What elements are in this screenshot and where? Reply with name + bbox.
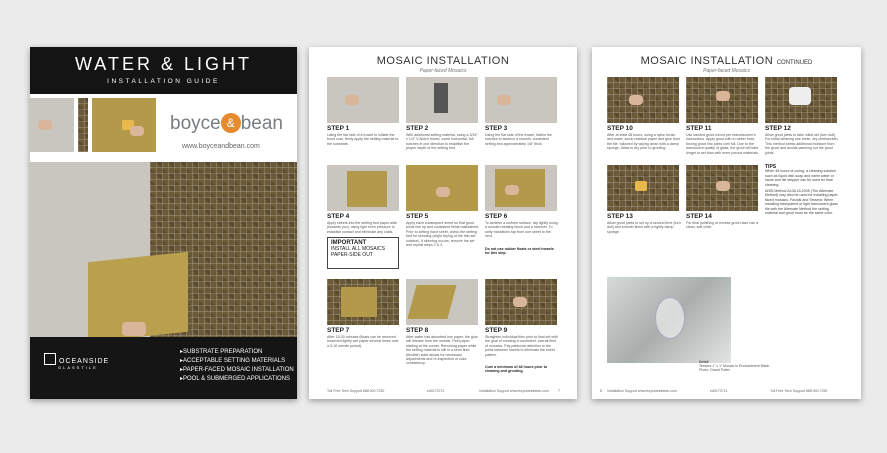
tip-item: ANSI Method A108.15-2005 (The Alternate Method) may also be used for installing paper-faced mosaics. Facials and Tessera: When installing transparent or light translucent glass tile with the Alternate Method the setting material and grout must be the same color. xyxy=(765,189,839,216)
step-label: STEP 3 xyxy=(485,125,508,132)
step-text: Using the flat side of the trowel, flatten the notches to achieve a smooth, consistent setting bed approximately 1/8" thick. xyxy=(485,133,552,146)
brand-url[interactable]: www.boyceandbean.com xyxy=(182,143,260,150)
step-text: Allow grout joints to take initial set (turn dull). For initial cleaning use clean, dry cheesecloth. This method seeks additional moisture from the grout and avoids washing out the grout joints. xyxy=(765,133,839,155)
step-photo xyxy=(485,279,557,325)
footer-left: Toll Free Tech Support 888.000.7250 xyxy=(327,389,385,393)
detail-photo xyxy=(607,277,731,363)
step-text: After at least 48 hours, using a nylon brush and water, scrub residual paper and glue from the tile, followed by wiping clean with a damp sponge. Allow to dry prior to grouting. xyxy=(607,133,681,151)
step-label: STEP 12 xyxy=(765,125,791,132)
cover-photo-sponge xyxy=(92,98,156,152)
brand-logo: boyce & bean xyxy=(170,113,283,134)
oceanside-logo: OCEANSIDE GLASSTILE xyxy=(44,353,109,370)
cover-header xyxy=(30,47,297,94)
cover-photo-trowel xyxy=(30,98,74,152)
oceanside-mark-icon xyxy=(44,353,56,365)
step-photo xyxy=(327,279,399,325)
step-text: Straighten individual tiles prior to final set with the goal of creating a consistent, overall field of mosaics. Pay particular attention to the joints between sheets to eliminate the sheet pattern. xyxy=(485,335,558,357)
tip-item: When 48 hours of curing, a cleaning solution such as liquid dish soap and warm water or stone and tile stripper can be used for final cleaning. xyxy=(765,169,836,187)
bullet-item: ▸ SUBSTRATE PREPARATION xyxy=(180,348,294,357)
step-label: STEP 4 xyxy=(327,213,350,220)
step-text: After 15-30 minutes (floats can be removed loosened lightly wet paper several times over a 5-10 minute period). xyxy=(327,335,399,348)
step-label: STEP 8 xyxy=(406,327,429,334)
footer-right: Installation Support www.boyceandbean.com xyxy=(479,389,549,393)
bullet-item: ▸ ACCEPTABLE SETTING MATERIALS xyxy=(180,357,294,366)
step-text: For final polishing of excess grout haze use a clean, soft cloth. xyxy=(686,221,759,230)
cover-bullet-list xyxy=(180,348,294,384)
step-photo xyxy=(485,165,557,211)
step-text: Use sanded grout mixed per manufacturer's instructions. Apply grout with a rubber float, forcing grout into joints until full. Due to the translucent quality of glass, the grout will take longer to set than with more porous materials. xyxy=(686,133,759,155)
page-subtitle: Paper-faced Mosaics xyxy=(419,68,467,74)
cover-main-photo xyxy=(30,162,297,338)
step-photo xyxy=(406,279,478,325)
page-number: 8 xyxy=(600,389,602,393)
bullet-item: ▸ PAPER-FACED MOSAIC INSTALLATION xyxy=(180,366,294,375)
step-label: STEP 2 xyxy=(406,125,429,132)
cover-page xyxy=(30,47,297,399)
step-photo xyxy=(686,165,758,211)
step-text: After water has absorbed into paper, the glue will release from the mosaic. Peel paper starting at the corner. Removing paper while the setting material is still in a semi-fluid (flexible) state allows for necessary adjustments and re-inspection of color consistency. xyxy=(406,335,478,366)
step-text: Apply sheets into the setting bed paper-side (towards you), using light even pressure to establish contact and eliminate any voids. xyxy=(327,221,397,234)
step-text: Allow grout joints to set up a second time (turn dull) and smooth finish with a lightly damp sponge. xyxy=(607,221,681,234)
step-text: Using the flat side of a trowel to initiate the bond coat, firmly apply the setting material to the substrate. xyxy=(327,133,399,146)
step-label: STEP 1 xyxy=(327,125,350,132)
step-photo xyxy=(607,165,679,211)
page-subtitle: Paper-faced Mosaics xyxy=(703,68,750,74)
footer-mid: ed0170721 xyxy=(427,389,445,393)
important-box xyxy=(327,237,399,269)
footer-mid: ed0170721 xyxy=(710,389,728,393)
step-photo xyxy=(765,77,837,123)
footer-left: Installation Support www.boyceandbean.com xyxy=(607,389,677,393)
page-title: MOSAIC INSTALLATION CONTINUED xyxy=(640,55,813,67)
important-title: IMPORTANT xyxy=(331,240,367,246)
bullet-item: ▸ POOL & SUBMERGED APPLICATIONS xyxy=(180,375,294,384)
step-label: STEP 7 xyxy=(327,327,350,334)
step-photo xyxy=(406,165,478,211)
step-photo xyxy=(327,77,399,123)
step-label: STEP 6 xyxy=(485,213,508,220)
step-photo xyxy=(485,77,557,123)
instructions-page-2 xyxy=(592,47,861,399)
step-text: Apply each subsequent sheet so that grout joints line up and consistent fields maintained. Prior to setting each sheet, check the setting bed for skinning (slight drying of the thin-set surface). If skinning occurs, remove the set and repeat steps 2 & 3. xyxy=(406,221,480,248)
step-label: STEP 13 xyxy=(607,213,633,220)
step-photo xyxy=(686,77,758,123)
footer-right: Toll Free Tech Support 888.000.7250 xyxy=(770,389,828,393)
important-line: PAPER-SIDE OUT xyxy=(331,252,373,258)
step-label: STEP 14 xyxy=(686,213,712,220)
detail-caption: Detail Tessera 1" x 1" Mosaic in Enchantment Black Photo: Grand Potter xyxy=(699,360,770,373)
tips-title: TIPS xyxy=(765,164,777,170)
important-line: INSTALL ALL MOSAICS xyxy=(331,246,386,252)
step-text: To achieve a uniform surface, tap lightly using a wooden beating block and a hammer. To unify transitions tap from one sheet to the next. xyxy=(485,221,558,239)
step-label: STEP 9 xyxy=(485,327,508,334)
cover-subtitle: INSTALLATION GUIDE xyxy=(107,78,220,85)
step-note: Cure a minimum of 48 hours prior to cleaning and grouting. xyxy=(485,365,548,374)
step-label: STEP 10 xyxy=(607,125,633,132)
step-text: With additional setting material, using a 3/16" x 1/4" V-Notch trowel, comb horizontal, full notches in one direction to establish the proper depth of the setting bed. xyxy=(406,133,478,151)
step-label: STEP 11 xyxy=(686,125,712,132)
cover-title: WATER & LIGHT xyxy=(74,54,252,74)
step-label: STEP 5 xyxy=(406,213,429,220)
step-note: Do not use rubber floats or steel trowels for this step. xyxy=(485,247,554,256)
page-title: MOSAIC INSTALLATION xyxy=(376,55,510,67)
tips-box xyxy=(765,165,839,215)
step-photo xyxy=(607,77,679,123)
instructions-page-1 xyxy=(309,47,577,399)
cover-photo-strip xyxy=(78,98,88,152)
step-photo xyxy=(406,77,478,123)
page-number: 7 xyxy=(558,389,560,393)
step-photo xyxy=(327,165,399,211)
